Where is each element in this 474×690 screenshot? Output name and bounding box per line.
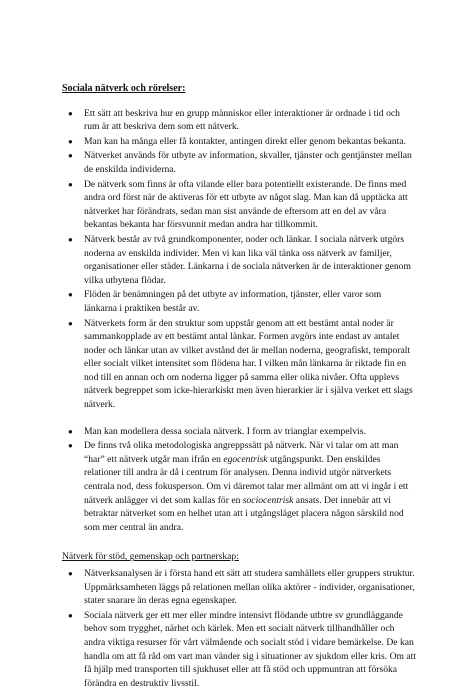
bullet-icon: ● [68,179,73,189]
list-item-text: Nätverket används för utbyte av information, skvaller, tjänster och gentjänster mellan de enskilda individerna. [84,150,412,175]
bullet-icon: ● [68,290,73,300]
list-item [62,149,416,176]
bullet-icon: ● [68,441,73,451]
list-item-text: Nätverk består av två grundkomponenter, noder och länkar. I sociala nätverk utgörs noderna av enskilda individer. Men vi kan lika väl tänka oss nätverk av familjer, organisationer eller städer. Länkarna i de sociala nätverken är de interaktioner genom vilka utbytena flödar. [84,233,411,286]
text-run: De finns två olika metodologiska angreppssätt på nätverk. När vi talar om att man “har” ett nätverk utgår man ifrån en [84,440,399,465]
bullet-icon: ● [68,136,73,146]
list-item-text: De nätverk som finns är ofta vilande eller bara potentiellt existerande. De finns med andra ord först när de aktiveras för ett utbyte av något slag. Man kan då upptäcka att nätverket har förändrats, sedan man sist använde de eftersom att en del av våra bekantas bekanta har försvunnit medan andra har tillkommit. [84,178,408,231]
bullet-icon: ● [68,151,73,161]
list-item-text: Sociala nätverk ger ett mer eller mindre intensivt flödande utbtre sv grundläggande behov som trygghet, närhet och kärlek. Men ett socialt nätverk tillhandhåller och andra viktiga resurser för vårt välmående och socialt stöd i vidare bemärkelse. De kan handla om att få råd om vart man vänder sig i situationer av sjukdom eller kris. Om att få hjälp med transporten till sjukhuset eller att få stöd och uppmuntran att försöka förändra en destruktiv livsstil. [84,609,416,689]
list-item [62,288,416,315]
list-item-text: Nätverkets form är den struktur som uppstår genom att ett bestämt antal noder är sammankopplade av ett bestämt antal länkar. Formen avgörs inte endast av antalet noder och länkar utan av vilket avstånd det är mellan noderna, geografiskt, temporalt eller socialt vilket intensitet som flödena har. I vilken mån länkarna är riktade fin en nod till en annan och om noderna ligger på samma eller olika nivåer. Ofta upplevs nätverk begreppet som icke-hierarkiskt men även hierarkier är i själva verket ett slags nätverk. [84,317,413,411]
text-run: ansats. Det innebär att vi betraktar nätverket som en helhet utan att i utgångsläget placera någon särskild nod som mer central än andra. [84,494,404,533]
bullet-icon: ● [68,318,73,328]
list-item-text: Man kan ha många eller få kontakter, antingen direkt eller genom bekantas bekanta. [84,135,406,147]
list-item-text [84,440,408,533]
list-item [62,178,416,232]
list-item [62,425,416,439]
document-title: Sociala nätverk och rörelser: [62,83,186,94]
bullet-icon: ● [68,426,73,436]
text-run: utgångspunkt. Den enskildes relationer till andra är då i centrum för analysen. Denna individ utgör nätverkets centrala nod, dess fokusperson. Om vi däremot talar mer allmänt om att vi ingår i ett nätverk anlägger vi det som kallas för en [84,453,409,506]
paragraph-gap [62,413,416,425]
list-item [62,317,416,412]
bullet-list-models [62,425,416,535]
term-egocentric: egocentrisk [223,453,268,465]
list-item-text: Ett sätt att beskriva hur en grupp människor eller interaktioner är ordnade i tid och rum är att beskriva dem som ett nätverk. [84,107,400,133]
list-item-text: Flöden är benämningen på det utbyte av information, tjänster, eller varor som länkarna i praktiken består av. [84,289,382,314]
list-item [62,233,416,287]
list-item [62,107,416,134]
section-heading: Nätverk för stöd, gemenskap och partnerskap: [62,551,239,563]
bullet-list-support [62,567,416,690]
list-item-text: Man kan modellera dessa sociala nätverk. I form av trianglar exempelvis. [84,425,366,437]
list-item-text: Nätverksanalysen är i första hand ett sätt att studera samhällets eller gruppers struktur. Uppmärksamheten läggs på relationen mellan olika aktörer - individer, organisationer, stater snarare än deras egna egenskaper. [84,568,415,607]
list-item [62,135,416,149]
bullet-list-networks [62,107,416,412]
list-item [62,609,416,690]
bullet-icon: ● [68,610,73,620]
bullet-icon: ● [68,108,73,118]
list-item [62,567,416,608]
bullet-icon: ● [68,234,73,244]
term-sociocentric: sociocentrisk [242,494,294,506]
bullet-icon: ● [68,569,73,578]
list-item [62,439,416,534]
